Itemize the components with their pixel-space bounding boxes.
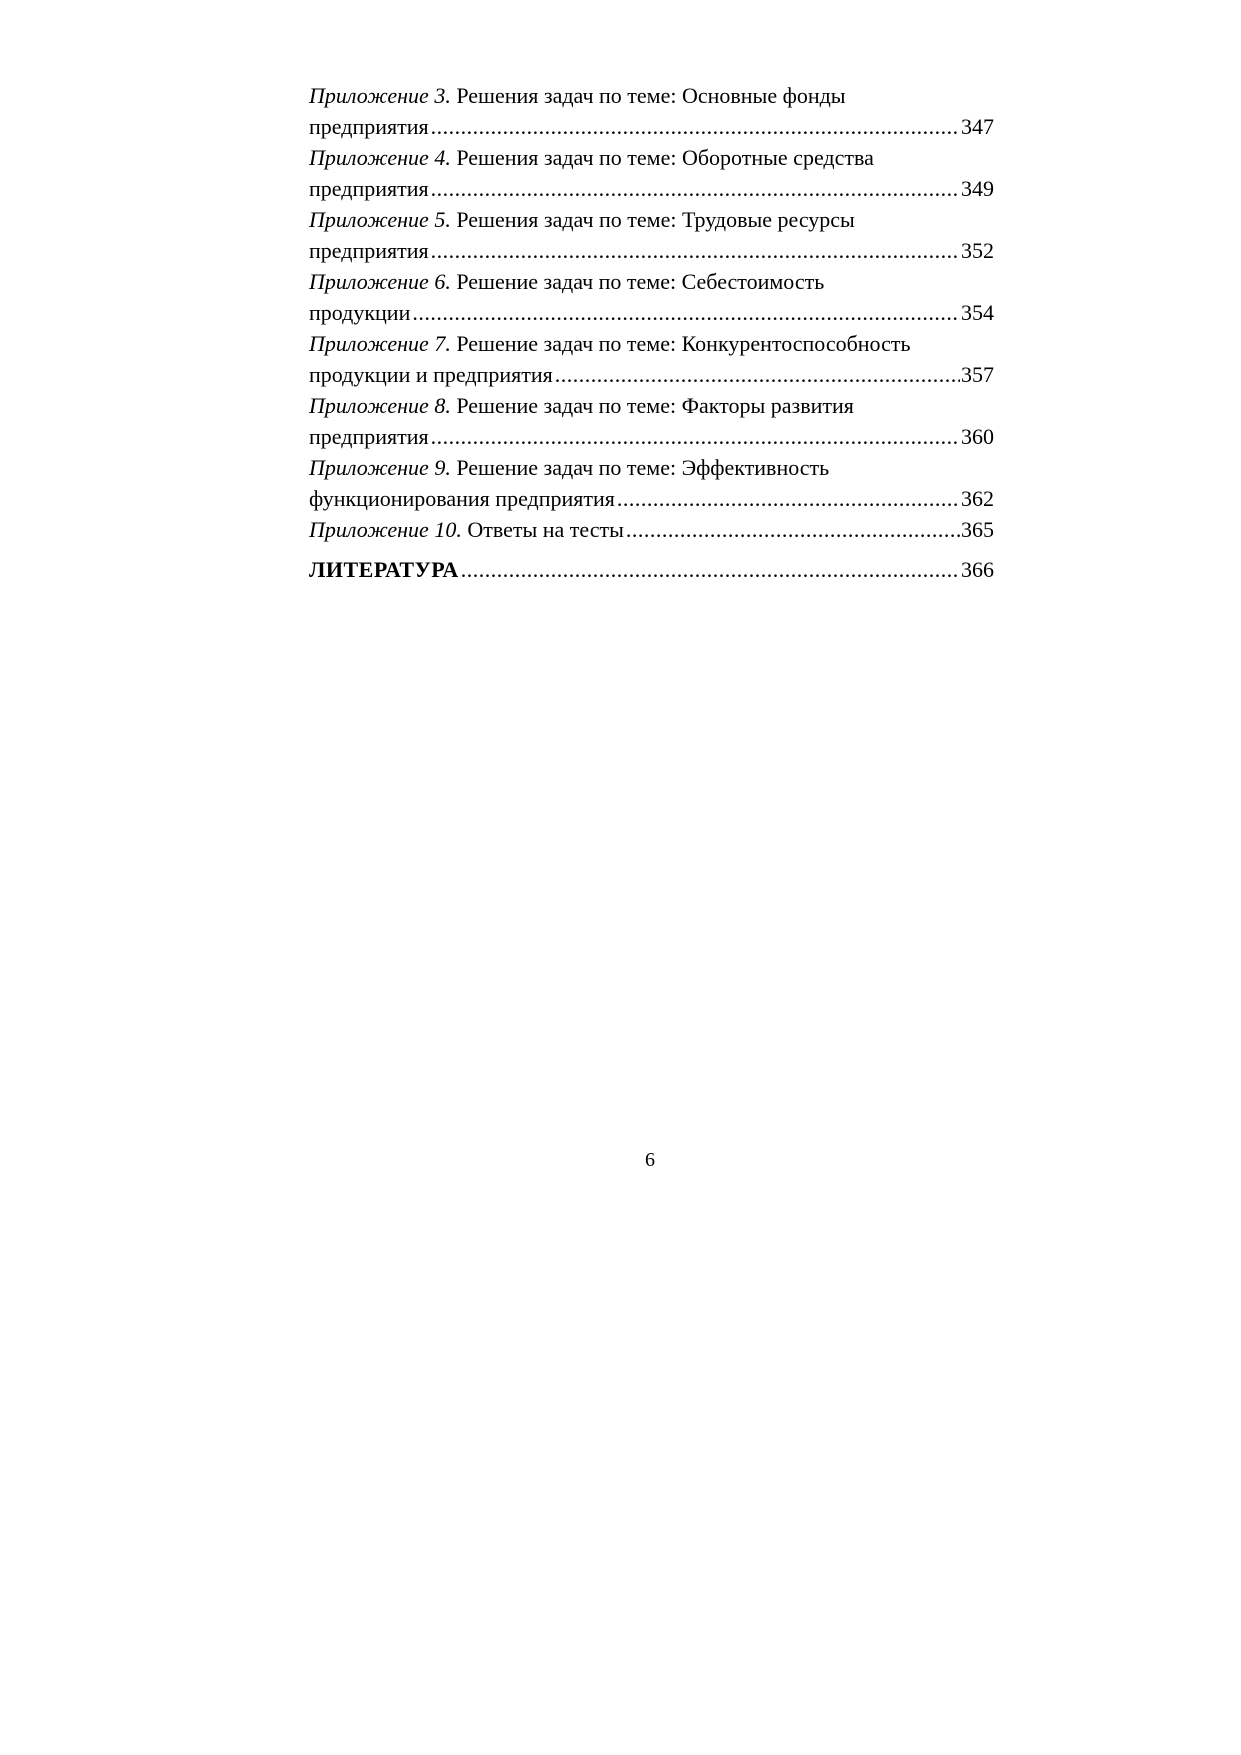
toc-entry-title: Ответы на тесты: [461, 517, 624, 542]
toc-entry-prefix: Приложение 9.: [309, 455, 451, 480]
toc-entry-literature[interactable]: [309, 554, 994, 585]
toc-entry-title: ЛИТЕРАТУРА: [309, 557, 459, 582]
dot-leader: [431, 111, 960, 142]
dot-leader: [431, 173, 960, 204]
toc-entry-leader-line: [309, 483, 994, 514]
toc-entry-title: Решение задач по теме: Факторы развития: [450, 393, 854, 418]
toc-entry-heading: [309, 328, 994, 359]
toc-entry-heading: [309, 80, 994, 111]
toc-entry-page-number: 349: [961, 176, 994, 201]
toc-entry-title-continued: функционирования предприятия: [309, 486, 615, 511]
toc-entry-heading: [309, 142, 994, 173]
page-number: 6: [645, 1149, 655, 1171]
toc-entry-appendix-10[interactable]: [309, 514, 994, 545]
toc-entry-title-continued: предприятия: [309, 424, 429, 449]
dot-leader: [431, 421, 960, 452]
toc-entry-page-number: 365: [961, 517, 994, 542]
toc-entry-title: Решения задач по теме: Трудовые ресурсы: [450, 207, 855, 232]
toc-entry-prefix: Приложение 8.: [309, 393, 451, 418]
toc-entry-title: Решение задач по теме: Конкурентоспособность: [450, 331, 911, 356]
toc-entry-appendix-9[interactable]: [309, 452, 994, 514]
toc-entry-leader-line: [309, 111, 994, 142]
toc-entry-title-continued: предприятия: [309, 114, 429, 139]
toc-entry-title: Решения задач по теме: Оборотные средства: [450, 145, 874, 170]
dot-leader: [431, 235, 960, 266]
toc-entry-heading: [309, 266, 994, 297]
toc-entry-leader-line: [309, 359, 994, 390]
toc-entry-prefix: Приложение 3.: [309, 83, 451, 108]
toc-entry-page-number: 366: [961, 557, 994, 582]
toc-entry-appendix-3[interactable]: [309, 80, 994, 142]
dot-leader: [412, 297, 960, 328]
toc-entry-appendix-5[interactable]: [309, 204, 994, 266]
toc-entry-appendix-6[interactable]: [309, 266, 994, 328]
dot-leader: [461, 554, 960, 585]
toc-entry-page-number: 362: [961, 486, 994, 511]
toc-entry-heading: [309, 204, 994, 235]
toc-entry-page-number: 347: [961, 114, 994, 139]
dot-leader: [617, 483, 960, 514]
dot-leader: [555, 359, 960, 390]
toc-entry-leader-line: [309, 173, 994, 204]
toc-entry-page-number: 357: [961, 362, 994, 387]
toc-entry-leader-line: [309, 421, 994, 452]
toc-entry-title-continued: предприятия: [309, 176, 429, 201]
toc-entry-leader-line: [309, 297, 994, 328]
dot-leader: [626, 514, 960, 545]
toc-entry-heading: [309, 514, 624, 545]
toc-entry-appendix-7[interactable]: [309, 328, 994, 390]
toc-entry-title: Решение задач по теме: Себестоимость: [450, 269, 825, 294]
toc-entry-leader-line: [309, 514, 994, 545]
toc-entry-title-continued: продукции и предприятия: [309, 362, 553, 387]
toc-entry-heading: [309, 452, 994, 483]
toc-entry-page-number: 354: [961, 300, 994, 325]
toc-entry-page-number: 360: [961, 424, 994, 449]
toc-entry-title: Решение задач по теме: Эффективность: [450, 455, 830, 480]
toc-entry-prefix: Приложение 5.: [309, 207, 451, 232]
toc-entry-leader-line: [309, 235, 994, 266]
toc-entry-appendix-4[interactable]: [309, 142, 994, 204]
toc-entry-prefix: Приложение 4.: [309, 145, 451, 170]
toc-entry-leader-line: [309, 554, 994, 585]
toc-entry-appendix-8[interactable]: [309, 390, 994, 452]
toc-entry-prefix: Приложение 10.: [309, 517, 462, 542]
toc-entry-title: Решения задач по теме: Основные фонды: [450, 83, 846, 108]
toc-entry-prefix: Приложение 7.: [309, 331, 451, 356]
toc-entry-title-continued: предприятия: [309, 238, 429, 263]
table-of-contents: [309, 80, 994, 585]
toc-entry-title-continued: продукции: [309, 300, 411, 325]
toc-entry-prefix: Приложение 6.: [309, 269, 451, 294]
toc-entry-page-number: 352: [961, 238, 994, 263]
toc-entry-heading: [309, 390, 994, 421]
